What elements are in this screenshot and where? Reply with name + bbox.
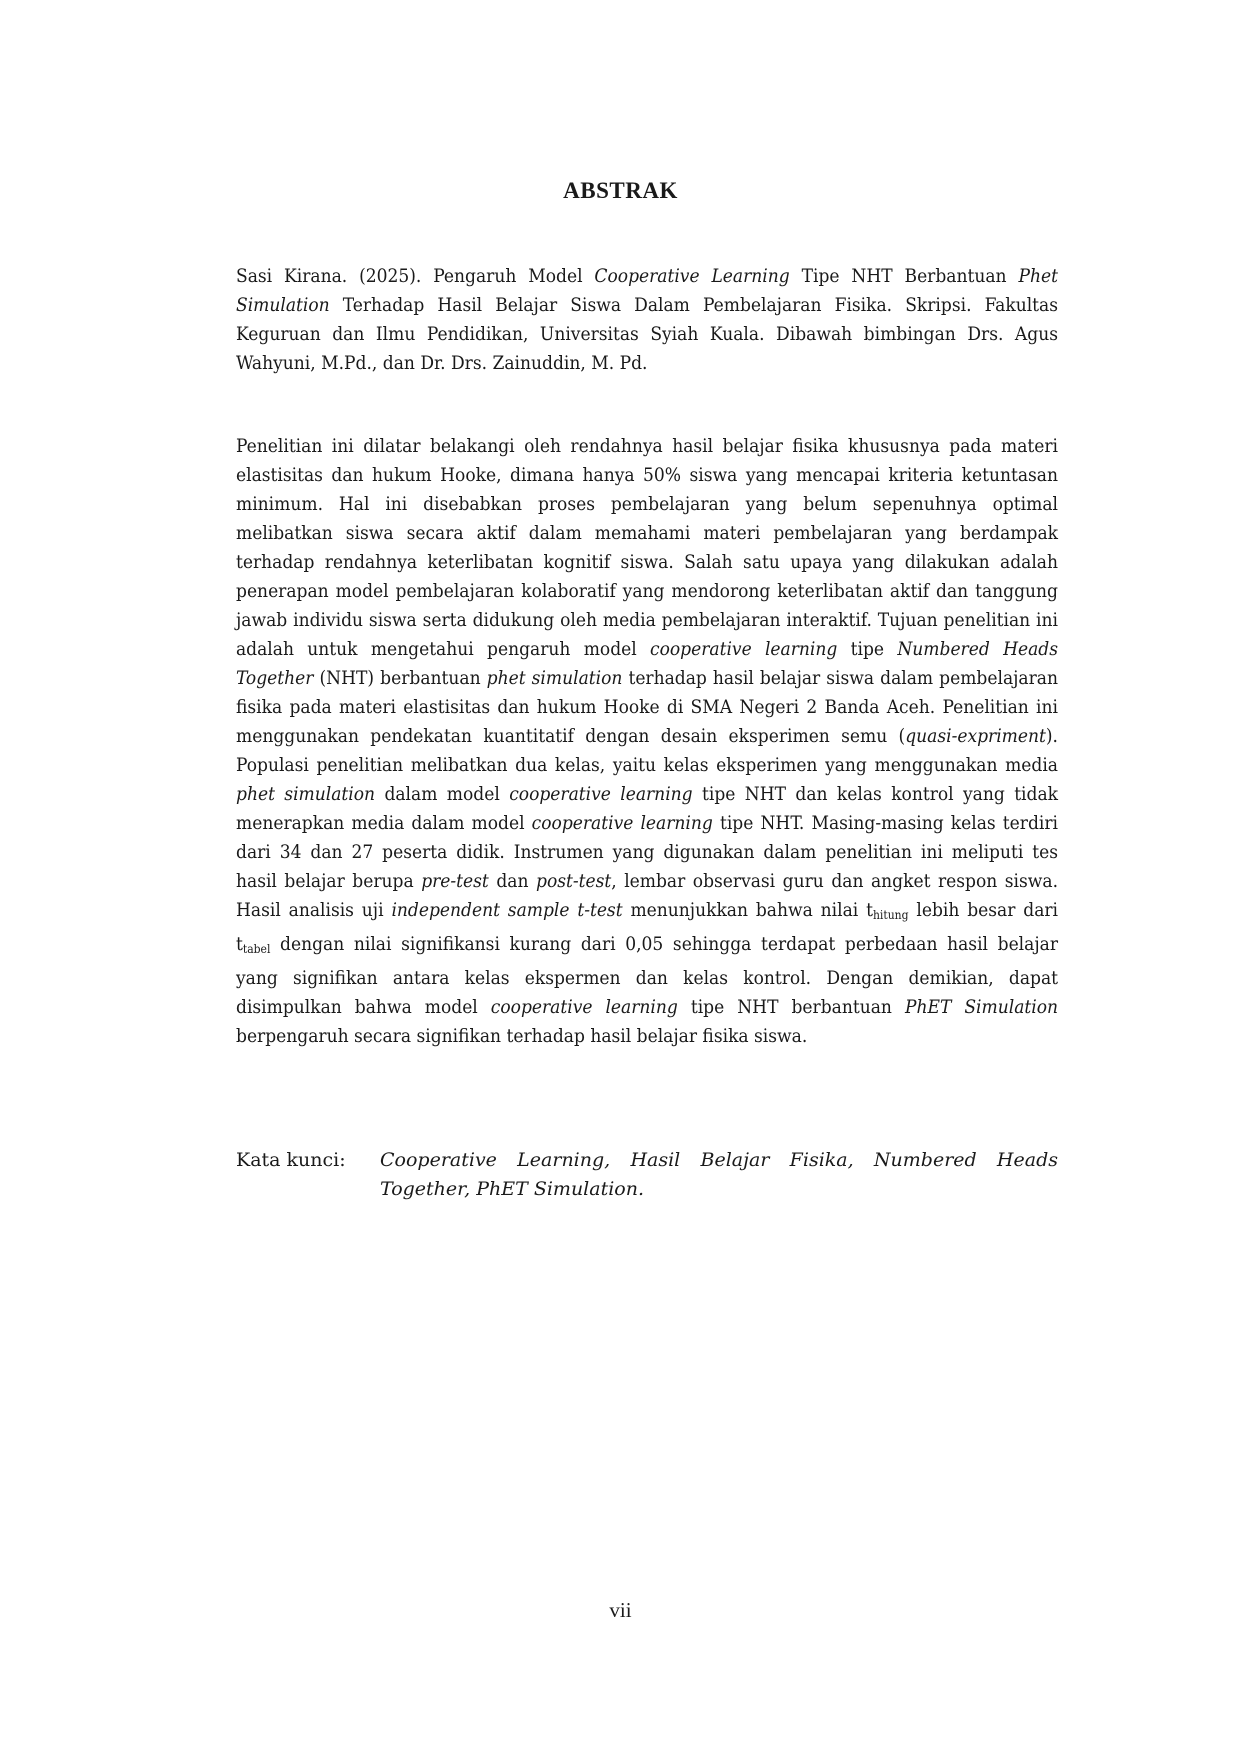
abstract-text: terhadap hasil belajar siswa dalam pembelajaran fisika pada materi elastisitas dan hukum Hooke di SMA Negeri 2 Banda Aceh. Penelitian ini menggunakan pendekatan kuantitatif dengan desain eksperimen semu ( (236, 667, 1058, 747)
abstract-italic-term: cooperative learning (650, 638, 838, 660)
abstract-text: tipe (850, 638, 885, 660)
citation-title-italic: Phet Simulation (236, 265, 1058, 316)
abstract-text: dan (496, 870, 529, 892)
keywords-label: Kata kunci: (236, 1149, 346, 1171)
abstract-text: Penelitian ini dilatar belakangi oleh rendahnya hasil belajar fisika khususnya pada materi elastisitas dan hukum Hooke, dimana hanya 50% siswa yang mencapai kriteria ketuntasan minimum. Hal ini disebabkan proses pembelajaran yang belum sepenuhnya optimal melibatkan siswa secara aktif dalam memahami materi pembelajaran yang berdampak terhadap rendahnya keterlibatan kognitif siswa. Salah satu upaya yang dilakukan adalah penerapan model pembelajaran kolaboratif yang mendorong keterlibatan aktif dan tanggung jawab individu siswa serta didukung oleh media pembelajaran interaktif. Tujuan penelitian ini adalah untuk mengetahui pengaruh model (236, 435, 1058, 660)
abstract-text: menunjukkan bahwa nilai t (630, 899, 873, 921)
abstract-text: dalam model (384, 783, 500, 805)
abstract-text: berpengaruh secara signifikan terhadap hasil belajar fisika siswa. (236, 1025, 808, 1047)
abstract-text: tipe NHT berbantuan (690, 996, 892, 1018)
abstract-italic-term: Numbered Heads Together (236, 638, 1058, 689)
page-number: vii (609, 1598, 632, 1622)
abstract-italic-term: cooperative learning (509, 783, 693, 805)
page-title: ABSTRAK (563, 178, 678, 203)
abstract-text: tipe NHT dan kelas kontrol yang tidak menerapkan media dalam model (236, 783, 1058, 834)
t-hitung-subscript: hitung (872, 908, 909, 922)
abstract-italic-term: post-test (536, 870, 612, 892)
citation-author-year: Sasi Kirana. (2025). (236, 265, 422, 287)
abstract-italic-term: pre-test (421, 870, 489, 892)
citation-paragraph (236, 262, 1058, 378)
citation-title-part: Pengaruh Model (433, 265, 583, 287)
abstract-paragraph (236, 432, 1058, 1051)
citation-title-part: Terhadap Hasil Belajar Siswa Dalam Pembelajaran Fisika. Skripsi. Fakultas Keguruan dan Ilmu Pendidikan, Universitas Syiah Kuala. Dibawah bimbingan Drs. Agus Wahyuni, M.Pd., dan Dr. Drs. Zainuddin, M. Pd. (236, 294, 1058, 374)
citation-title-part: Tipe NHT Berbantuan (801, 265, 1007, 287)
abstract-text: , lembar observasi guru dan angket respon siswa. Hasil analisis uji (236, 870, 1059, 921)
abstract-text: (NHT) berbantuan (319, 667, 481, 689)
abstract-text: ). Populasi penelitian melibatkan dua kelas, yaitu kelas eksperimen yang menggunakan media (236, 725, 1058, 776)
keywords-section (236, 1146, 1058, 1204)
abstract-italic-term: quasi-expriment (905, 725, 1046, 747)
citation-title-italic: Cooperative Learning (594, 265, 790, 287)
abstract-italic-term: phet simulation (486, 667, 623, 689)
t-tabel-subscript: tabel (242, 942, 271, 956)
abstract-text: lebih besar dari t (236, 899, 1059, 955)
keywords-list: Cooperative Learning, Hasil Belajar Fisika, Numbered Heads Together, PhET Simulation. (380, 1149, 1058, 1200)
abstract-italic-term: independent sample t-test (391, 899, 623, 921)
abstract-text: tipe NHT. Masing-masing kelas terdiri dari 34 dan 27 peserta didik. Instrumen yang digunakan dalam penelitian ini meliputi tes hasil belajar berupa (236, 812, 1058, 892)
abstract-italic-term: cooperative learning (490, 996, 678, 1018)
abstract-italic-term: phet simulation (236, 783, 376, 805)
abstract-text: dengan nilai signifikansi kurang dari 0,05 sehingga terdapat perbedaan hasil belajar yang signifikan antara kelas ekspermen dan kelas kontrol. Dengan demikian, dapat disimpulkan bahwa model (236, 933, 1058, 1018)
abstract-italic-term: PhET Simulation (904, 996, 1059, 1018)
abstract-italic-term: cooperative learning (531, 812, 713, 834)
